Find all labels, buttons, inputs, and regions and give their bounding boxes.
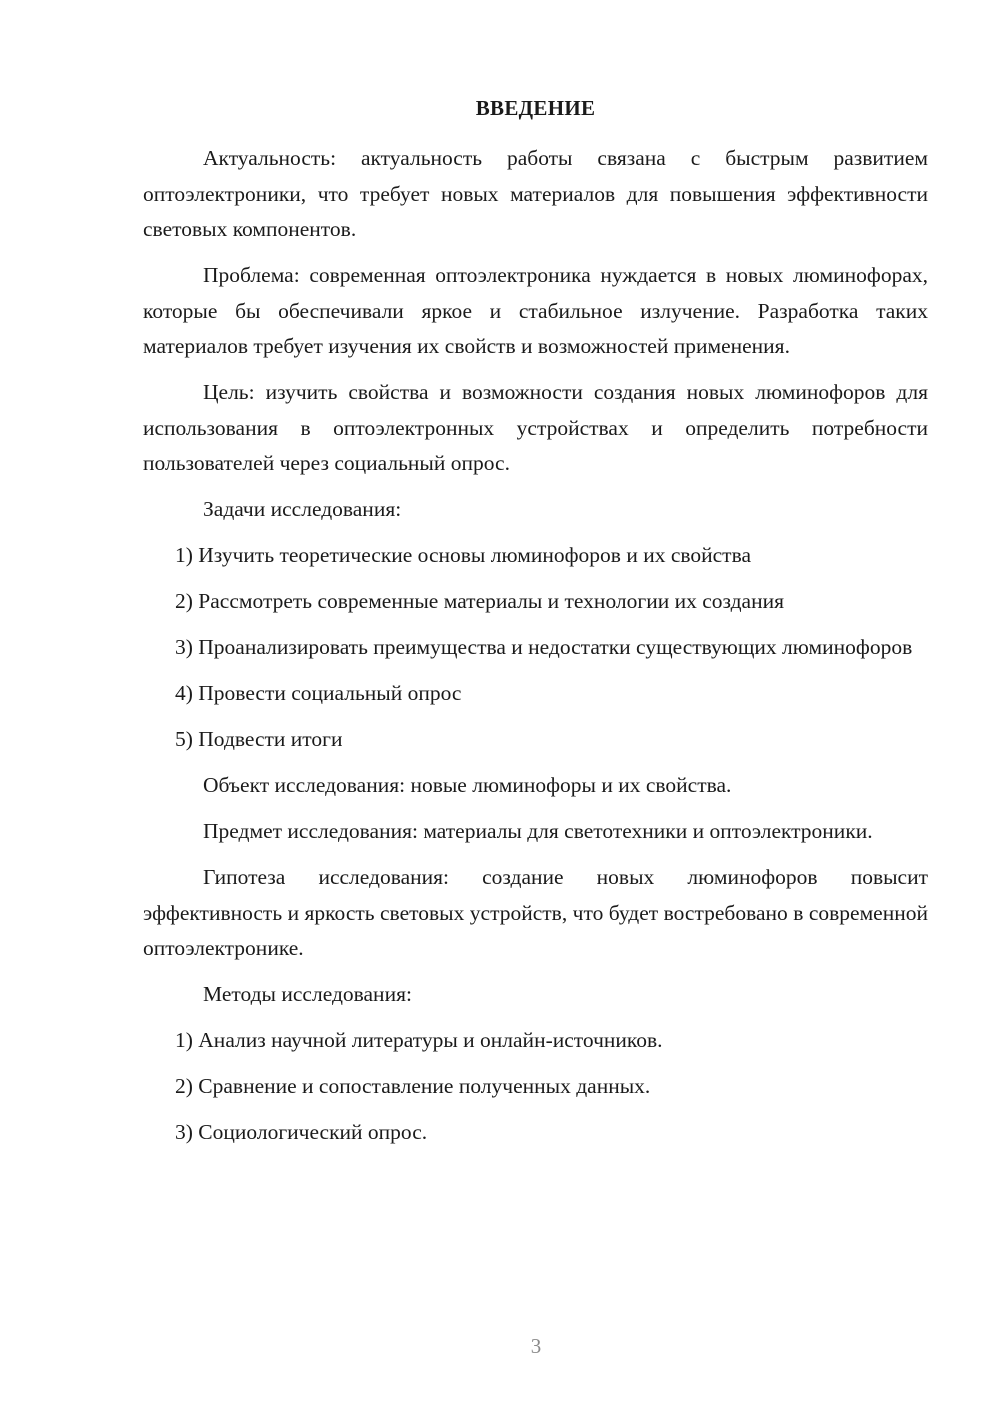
subject-paragraph: Предмет исследования: материалы для светотехники и оптоэлектроники. — [203, 819, 873, 843]
task-item-4: 4) Провести социальный опрос — [175, 681, 462, 705]
goal-paragraph: Цель: изучить свойства и возможности создания новых люминофоров для использования в оптоэлектронных устройствах и определить потребности пользователей через социальный опрос. — [143, 380, 928, 475]
task-item-3: 3) Проанализировать преимущества и недостатки существующих люминофоров — [175, 635, 913, 659]
method-item-1: 1) Анализ научной литературы и онлайн-источников. — [175, 1028, 663, 1052]
page-number: 3 — [530, 1334, 542, 1358]
page-title: ВВЕДЕНИЕ — [475, 96, 596, 120]
task-item-5: 5) Подвести итоги — [175, 727, 343, 751]
document-body — [143, 141, 928, 1161]
hypothesis-paragraph: Гипотеза исследования: создание новых люминофоров повысит эффективность и яркость световых устройств, что будет востребовано в современной оптоэлектронике. — [143, 865, 928, 960]
problem-paragraph: Проблема: современная оптоэлектроника нуждается в новых люминофорах, которые бы обеспечивали яркое и стабильное излучение. Разработка таких материалов требует изучения их свойств и возможностей применения. — [143, 263, 928, 358]
task-item-1: 1) Изучить теоретические основы люминофоров и их свойства — [175, 543, 751, 567]
tasks-title: Задачи исследования: — [203, 497, 402, 521]
method-item-2: 2) Сравнение и сопоставление полученных данных. — [175, 1074, 651, 1098]
method-item-3: 3) Социологический опрос. — [175, 1120, 428, 1144]
relevance-paragraph: Актуальность: актуальность работы связана с быстрым развитием оптоэлектроники, что требует новых материалов для повышения эффективности световых компонентов. — [143, 146, 928, 241]
methods-title: Методы исследования: — [203, 982, 412, 1006]
object-paragraph: Объект исследования: новые люминофоры и их свойства. — [203, 773, 732, 797]
task-item-2: 2) Рассмотреть современные материалы и технологии их создания — [175, 589, 785, 613]
